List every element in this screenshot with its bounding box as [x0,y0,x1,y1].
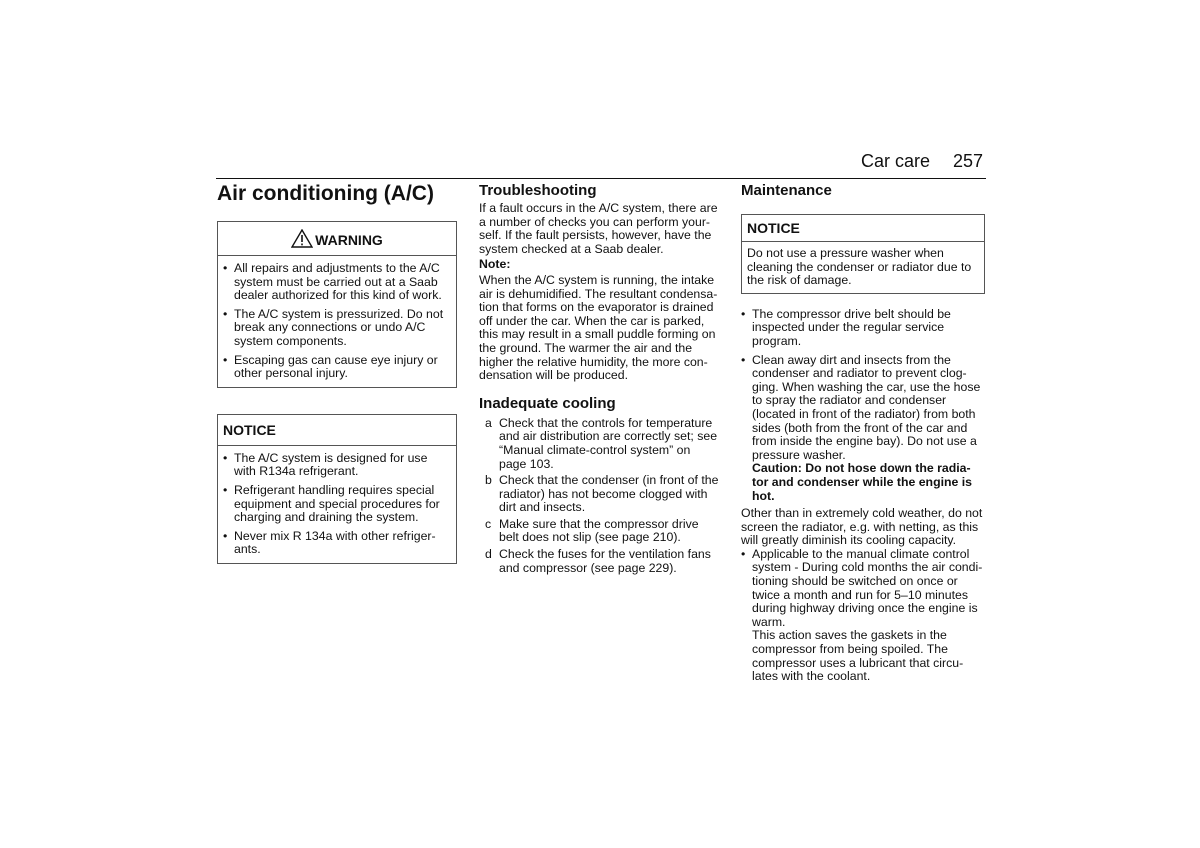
item-text: Check the fuses for the ventilation fans and compressor (see page 229). [499,547,711,575]
item-text: Check that the condenser (in front of the radiator) has not become clogged with dirt and insects. [499,473,719,515]
list-item: • The compressor drive belt should be inspected under the regular service program. [741,308,985,349]
warning-header [218,222,456,256]
list-item: • The A/C system is designed for use with R134a refrigerant. [223,452,448,479]
item-letter: d [485,547,492,562]
inadequate-cooling-heading: Inadequate cooling [479,394,616,412]
page-title: Air conditioning (A/C) [217,182,434,205]
warning-label: WARNING [315,232,383,248]
item-letter: a [485,415,492,430]
column-right [741,180,985,684]
item-text: Make sure that the compressor drive belt does not slip (see page 210). [499,516,699,545]
note-label: Note: [479,257,511,272]
notice-text: Do not use a pressure washer when cleaning the condenser or radiator due to the risk of damage. [747,246,972,288]
warning-body [218,256,456,387]
list-item: • The A/C system is pressurized. Do not break any connections or undo A/C system components. [223,308,448,349]
item-extra-text: This action saves the gaskets in the compressor from being spoiled. The compressor uses a lubricant that circu-lates with the coolant. [752,628,964,684]
list-item [479,417,721,471]
item-text: Applicable to the manual climate control system - During cold months the air condi-tioning should be switched on once or twice a month and run for 5–10 minutes during highway driving once the engine is warm. [752,546,983,629]
climate-list [741,548,985,684]
warning-box [217,221,457,388]
list-item: • Escaping gas can cause eye injury or other personal injury. [223,354,448,381]
item-text: Check that the controls for temperature and air distribution are correctly set; see “Manual climate-control system” on page 103. [499,415,718,471]
column-left [217,180,457,564]
list-item: • All repairs and adjustments to the A/C system must be carried out at a Saab dealer authorized for this kind of work. [223,262,448,303]
warning-triangle-icon [291,229,313,248]
list-item: • Refrigerant handling requires special equipment and special procedures for charging and draining the system. [223,484,448,525]
list-item [741,354,985,504]
list-item [479,548,721,575]
list-item [741,548,985,684]
caution-text: Caution: Do not hose down the radia-tor and condenser while the engine is hot. [752,461,973,503]
notice-header: NOTICE [742,215,984,242]
notice-body [218,446,456,563]
item-text: Clean away dirt and insects from the condenser and radiator to prevent clog-ging. When washing the car, use the hose to spray the radiator and condenser (located in front of the radiator) from both sides (both from the front of the car and from inside the engine bay). Do not use a pressure washer. [752,352,981,462]
list-item [479,474,721,515]
notice-box [741,214,985,294]
maintenance-heading: Maintenance [741,182,832,199]
item-letter: b [485,473,492,488]
list-item [479,518,721,545]
check-list [479,417,721,576]
section-title: Car care [860,151,930,171]
troubleshooting-intro: If a fault occurs in the A/C system, there are a number of checks you can perform your-self. If the fault persists, however, have the system checked at a Saab dealer. [479,201,718,256]
maintenance-list [741,308,985,503]
item-letter: c [485,516,492,531]
note-text: When the A/C system is running, the intake air is dehumidified. The resultant condensa-tion that forms on the evaporator is drained off under the car. When the car is parked, this may result in a small puddle forming on the ground. The warmer the air and the higher the relative humidity, the more con-densation will be produced. [479,272,718,383]
troubleshooting-heading: Troubleshooting [479,182,597,199]
column-middle [479,180,721,578]
list-item: • Never mix R 134a with other refriger-ants. [223,530,448,557]
notice-header: NOTICE [218,415,456,446]
page-number: 257 [952,151,983,171]
page-header [216,148,986,179]
cold-weather-paragraph: Other than in extremely cold weather, do not screen the radiator, e.g. with netting, as this will greatly diminish its cooling capacity. [741,506,983,548]
notice-box [217,414,457,564]
